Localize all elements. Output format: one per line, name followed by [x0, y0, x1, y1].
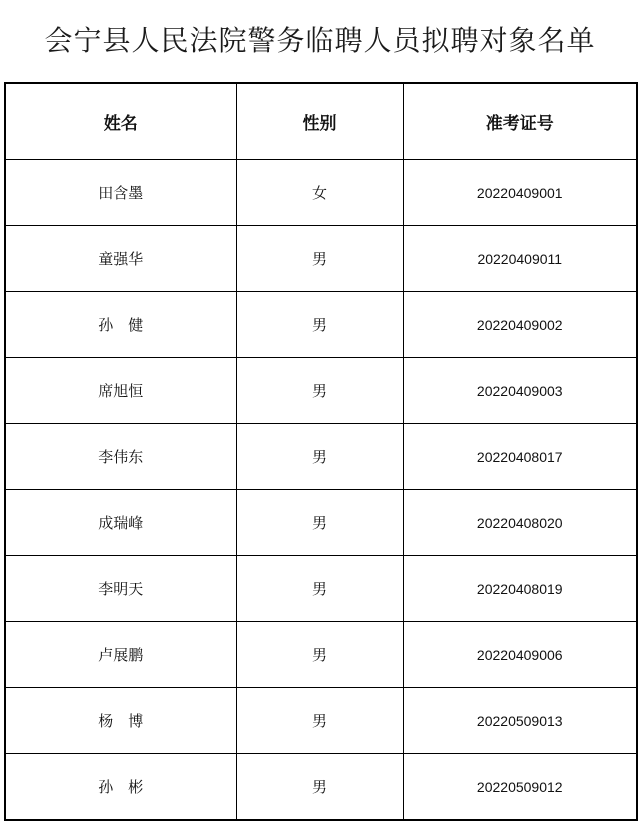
- table-row: [5, 160, 637, 226]
- cell-gender: 男: [236, 622, 403, 688]
- cell-name: 孙 健: [5, 292, 236, 358]
- table-header-row: [5, 83, 637, 160]
- cell-name: 童强华: [5, 226, 236, 292]
- cell-name: 席旭恒: [5, 358, 236, 424]
- cell-exam-id: 20220509013: [403, 688, 637, 754]
- cell-exam-id: 20220409011: [403, 226, 637, 292]
- cell-gender: 男: [236, 688, 403, 754]
- cell-gender: 男: [236, 556, 403, 622]
- cell-exam-id: 20220408019: [403, 556, 637, 622]
- table-row: [5, 226, 637, 292]
- table-row: [5, 424, 637, 490]
- cell-exam-id: 20220409003: [403, 358, 637, 424]
- cell-gender: 男: [236, 226, 403, 292]
- cell-gender: 男: [236, 490, 403, 556]
- cell-name: 杨 博: [5, 688, 236, 754]
- header-exam-id: 准考证号: [403, 83, 637, 160]
- table-row: [5, 556, 637, 622]
- cell-name: 田含墨: [5, 160, 236, 226]
- table-row: [5, 622, 637, 688]
- table-row: [5, 490, 637, 556]
- cell-name: 成瑞峰: [5, 490, 236, 556]
- cell-gender: 男: [236, 754, 403, 821]
- cell-gender: 女: [236, 160, 403, 226]
- page-title: 会宁县人民法院警务临聘人员拟聘对象名单: [44, 24, 596, 57]
- cell-name: 李伟东: [5, 424, 236, 490]
- table-row: [5, 754, 637, 821]
- cell-gender: 男: [236, 424, 403, 490]
- cell-exam-id: 20220409002: [403, 292, 637, 358]
- cell-exam-id: 20220509012: [403, 754, 637, 821]
- cell-name: 孙 彬: [5, 754, 236, 821]
- header-name: 姓名: [5, 83, 236, 160]
- cell-exam-id: 20220409001: [403, 160, 637, 226]
- table-row: [5, 358, 637, 424]
- table-row: [5, 688, 637, 754]
- candidate-table: [4, 82, 638, 821]
- cell-gender: 男: [236, 358, 403, 424]
- cell-exam-id: 20220408020: [403, 490, 637, 556]
- header-gender: 性别: [236, 83, 403, 160]
- cell-exam-id: 20220408017: [403, 424, 637, 490]
- cell-name: 卢展鹏: [5, 622, 236, 688]
- table-row: [5, 292, 637, 358]
- cell-gender: 男: [236, 292, 403, 358]
- cell-exam-id: 20220409006: [403, 622, 637, 688]
- cell-name: 李明天: [5, 556, 236, 622]
